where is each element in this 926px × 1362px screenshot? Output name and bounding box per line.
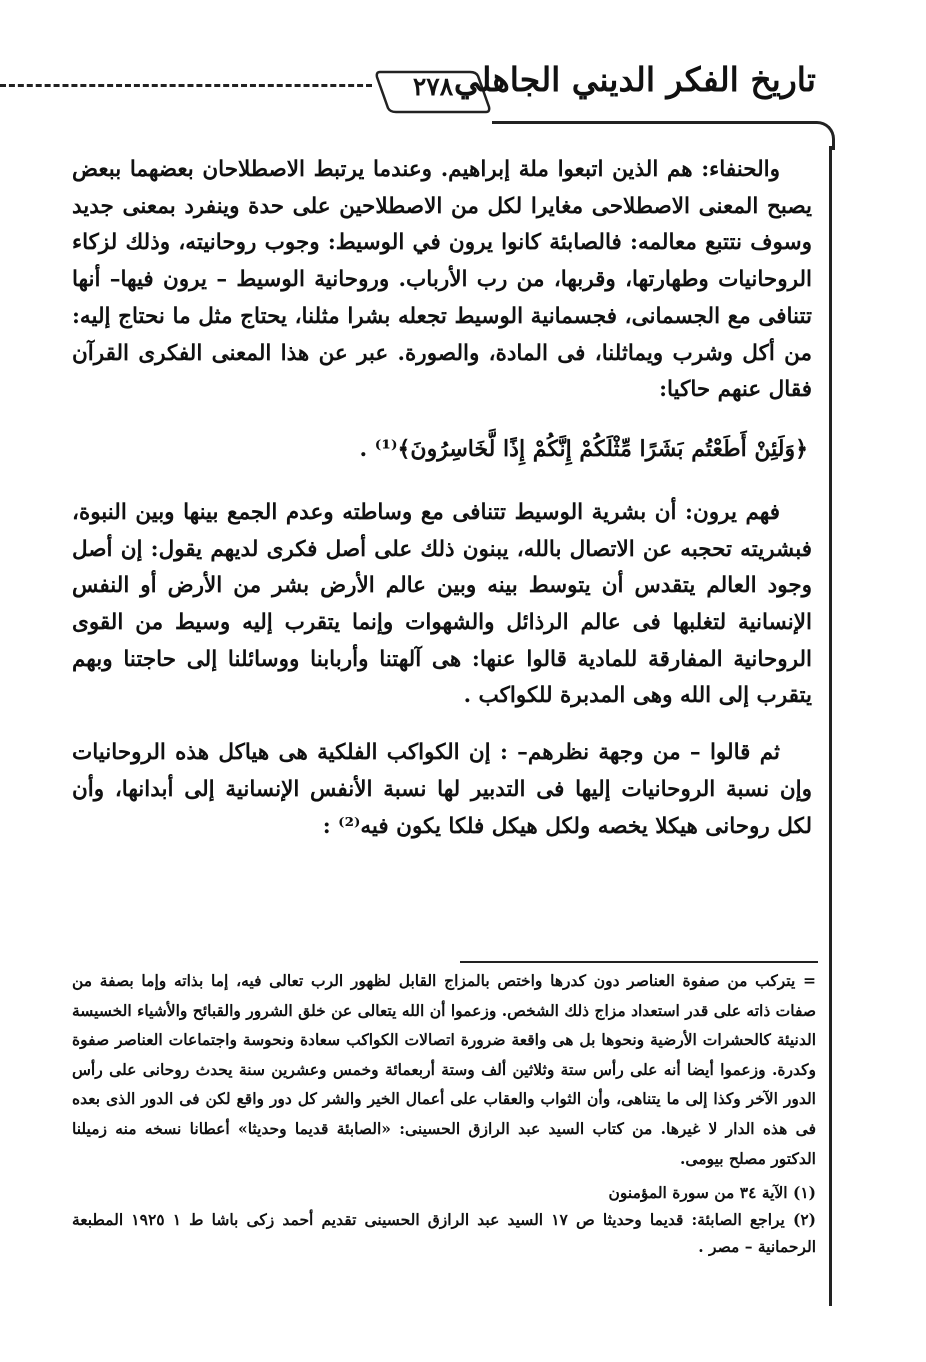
footnote-1: (١) الآية ٣٤ من سورة المؤمنون <box>608 1183 816 1203</box>
paragraph-2: فهم يرون: أن بشرية الوسيط تتنافى مع وساطته وعدم الجمع بينها وبين النبوة، فبشريته تحجبه عن الاتصال بالله، يبنون ذلك على أصل فكرى لديهم يقول: إن أصل وجود العالم يتقدس أن يتوسط بينه وبين عالم الأرض بشر من الأرض أو النفس الإنسانية لتغلبها فى عالم الرذائل والشهوات وإنما يتقرب إليه وسيط من القوى الروحانية المفارقة للمادية قالوا عنها: هى آلهتنا وأربابنا ووسائلنا إلى حاجتنا وبهم يتقرب إلى الله وهى المدبرة للكواكب . <box>72 499 812 709</box>
page-number: ٢٧٨ <box>412 72 454 101</box>
frame-top-rule <box>492 121 808 124</box>
header-dashed-rule <box>0 84 372 87</box>
paragraph-1: والحنفاء: هم الذين اتبعوا ملة إبراهيم. وعندما يرتبط الاصطلاحان بعضهما ببعض يصبح المعنى الاصطلاحى مغايرا لكل من الاصطلاحين على حدة وينفرد بمعنى جديد وسوف نتتبع معالمه: فالصابئة كانوا يرون في الوسيط: وجوب روحانيته، وذلك لزكاء الروحانيات وطهارتها، وقربها، من رب الأرباب. وروحانية الوسيط – يرون فيها– أنها تتنافى مع الجسمانى، فجسمانية الوسيط تجعله بشرا مثلنا، يحتاج مثل ما نحتاج إليه: من أكل وشرب ويماثلنا، فى المادة، والصورة. عبر عن هذا المعنى الفكرى القرآن فقال عنهم حاكيا: <box>72 157 812 403</box>
frame-right-rule <box>829 146 832 1306</box>
footnote-continuation: = يتركب من صفوة العناصر دون كدرها واختص بالمزاج القابل لظهور الرب تعالى فيه، إما بذاته وإما بصفة من صفات ذاته على قدر استعداد مزاج ذلك الشخص. وزعموا أن الله يتعالى عن خلق الشرور والقبائح والأشياء الخسيسة الدنيئة كالحشرات الأرضية ونحوها بل هى واقعة ضرورة اتصالات الكواكب سعادة ونحوسة واجتماعات العناصر صفوة وكدرة. وزعموا أيضا أنه على رأس ستة وثلاثين ألف وستة أربعمائة وخمس وعشرين سنة يحدث روحانى على رأس الدور الآخر وكذا إلى ما يتناهى، وأن الثواب والعقاب على أعمال الخير والشر كل دور واقع لكن فى الدور الذى بعده فى هذه الدار لا غيرها. من كتاب السيد عبد الرازق الحسينى: «الصابئة قديما وحديثا» أعطانا نسخه منه زميلنا الدكتور مصلح بيومى. <box>72 971 816 1168</box>
running-header-title: تاريخ الفكر الديني الجاهلي <box>453 60 816 99</box>
footnote-list <box>72 1179 816 1260</box>
footnote-2: (٢) يراجع الصابئة: قديما وحديثا ص ١٧ السيد عبد الرازق الحسينى تقديم أحمد زكى باشا ط ١ ١٩٢٥ المطبعة الرحمانية – مصر . <box>72 1210 816 1257</box>
quran-verse: ﴿وَلَئِنْ أَطَعْتُم بَشَرًا مِّثْلَكُمْ إِنَّكُمْ إِذًا لَّخَاسِرُونَ﴾⁽¹⁾ . <box>359 435 808 462</box>
footnotes <box>72 966 816 1260</box>
footnote-separator <box>460 961 818 963</box>
paragraph-3: ثم قالوا – من وجهة نظرهم– : إن الكواكب الفلكية هى هياكل هذه الروحانيات وإن نسبة الروحانيات إليها فى التدبير لها نسبة الأنفس الإنسانية إلى أبدانها، وأن لكل روحانى هيكلا يخصه ولكل هيكل فلكا يكون فيه⁽²⁾ : <box>72 740 812 839</box>
main-text <box>72 152 812 865</box>
